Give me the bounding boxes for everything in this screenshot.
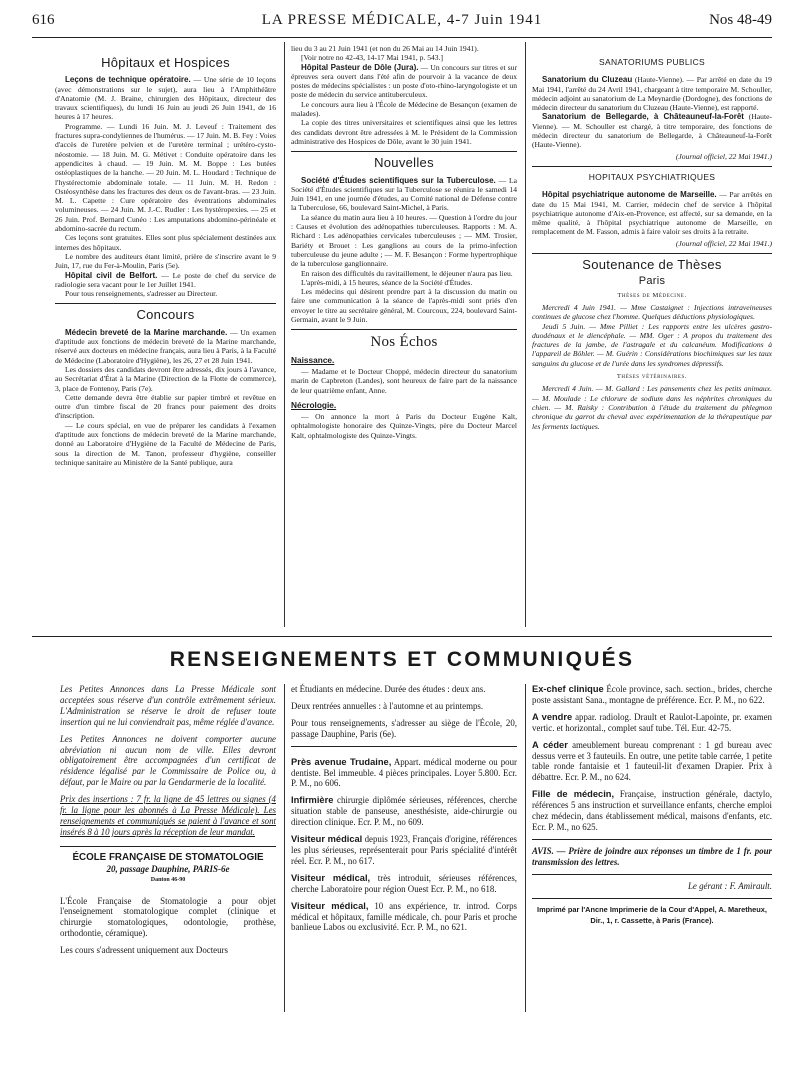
ad-item: A céder ameublement bureau comprenant : 1 gd bureau avec dessus verre et 3 fauteuils. En outre, une petite table carrée, 1 petite table ronde fantaisie et 1 fauteuil-lit d'examen Drapier. Prix à débattre. Ecr. P. M., no 624. (532, 739, 773, 783)
ecole-cours: Les cours s'adressent uniquement aux Docteurs (60, 945, 228, 956)
gratuites: Ces leçons sont gratuites. Elles sont plus spécialement destinées aux internes des hôpitaux. (55, 233, 276, 252)
ad-item: Fille de médecin, Française, instruction générale, dactylo, références 5 ans instruction et surveillance enfants, cherche emploi chez médecin, dans établissement médical, maisons d'enfants, etc. Ecr. P. M., no 625. (532, 789, 772, 832)
apres-midi: L'après-midi, à 15 heures, séance de la Société d'Études. (301, 277, 473, 287)
seance-matin: La séance du matin aura lieu à 10 heures. — Question à l'ordre du jour : Causes et évolution des adénopathies tuberculeuses. Rapports : M. A. Richard : Les adénopathies cervicales tuberculeuses ; — MM. Trosier, Bariéty et Brouet : Les ganglions au cours de la primo-infection tuberculeuse du jeune adulte ; — M. F. Besançon : Forme hypertrophique de la tuberculose ganglionnaire. (291, 212, 517, 269)
ad-item: Visiteur médical, 10 ans expérience, tr. introd. Corps médical et hôpitaux, famille médicale, ch. pour Paris et proche banlieue Labos ou exclusivité. Ecr. P. M., no 621. (291, 900, 517, 933)
raison: En raison des difficultés du ravitaillement, le déjeuner n'aura pas lieu. (301, 268, 513, 278)
societe-body: — La Société d'Études scientifiques sur la Tuberculose se réunira le samedi 14 Juin 1941, en une journée d'études, au Comité national de Défense contre la Tuberculose, 66, boulevard Saint-Michel, à Paris. (291, 175, 517, 213)
ad-item: Près avenue Trudaine, Appart. médical moderne ou pour dentiste. Bel immeuble. 4 pièces principales. Loyer 5.800. Ecr. P. M., no 606. (291, 756, 517, 789)
demande: Cette demande devra être établie sur papier timbré et revêtue en outre d'un timbre fiscal de 20 francs pour paiement des droits d'inscription. (55, 392, 276, 421)
auditeurs: Le nombre des auditeurs étant limité, prière de s'inscrire avant le 9 Juin, 17, rue du Fer-à-Moulin, Paris (5e). (55, 251, 276, 271)
medecins: Les médecins qui désirent prendre part à la discussion du matin ou faire une communication à la séance de l'après-midi sont priés d'en envoyer le titre au secrétaire général, M. Courcoux, 224, boulevard Saint-Germain, avant le 9 Juin. (291, 287, 517, 325)
marine-continued: lieu du 3 au 21 Juin 1941 (et non du 26 Mai au 14 Juin 1941). (291, 44, 479, 53)
column-divider (284, 42, 285, 627)
journal-title: LA PRESSE MÉDICALE, 4-7 Juin 1941 (261, 12, 543, 28)
bottom-column-3 (532, 684, 772, 932)
ad-item: Visiteur médical, très introduit, sérieuses références, cherche Laboratoire pour région Ouest Ecr. P. M., no 618. (291, 872, 517, 894)
page-header (32, 12, 772, 36)
belfort-title: Hôpital civil de Belfort. (65, 270, 158, 280)
separator (532, 874, 772, 875)
prix-insertions: Prix des insertions : 7 fr. la ligne de 45 lettres ou signes (4 fr. la ligne pour les abonnés à La Presse Médicale). Les renseignements et communiqués se paient à l'avance et sont insérés 8 à 10 jours après la réception de leur mandat. (60, 794, 276, 837)
these-mercredi-vet: Mercredi 4 Juin. — M. Gallard : Les pansements chez les petits animaux. — M. Moulade : Le chlorure de sodium dans les néphrites chroniques du chien. — M. Raisky : Contribution à l'étude du traitement du phlegmon chronique du garrot du cheval avec expérimentation de la thérapeutique par les ferments lactiques. (532, 384, 772, 431)
ecole-telephone: Danton 46-90 (150, 876, 186, 883)
dole-body: — Un concours sur titres et sur épreuves sera ouvert dans l'été afin de pourvoir à la vacance de deux postes de médecins spécialistes : un poste d'oto-rhino-laryngologiste et un poste de médecin du service antituberculeux. (291, 62, 518, 100)
column-1 (55, 54, 276, 467)
column-divider (525, 42, 526, 627)
programme: Programme. — Lundi 16 Juin. M. J. Leveuf : Traitement des fractures supra-condyliennes de l'humérus. — 17 Juin. M. B. Fey : Voies d'accès de l'uretère pelvien et de l'uretère terminal ; urétéro-cysto-néostomie. — 18 Juin. M. G. Métivet : Conduite opératoire dans les appendicites à chaud. — 19 Juin. M. M. Boppe : Les butées ostéoplastiques de la hanche. — 20 Juin. M. L. Houdard : Technique de l'hystérectomie abdominale totale. — 11 Juin. M. H. Redon : Ostéosynthèse dans les fractures des deux os de l'avant-bras. — 23 Juin. M. L. Capette : Cure opératoire des éventrations abdominales volumineuses. — 24 Juin. M. J.-C. Rudler : Les hystéropexies. — 25 et 26 Juin. Prof. Bernard Cunéo : Les amputations abdomino-périnéale et abdomino-sacrée du rectum. (55, 121, 276, 234)
journal-officiel-2: (Journal officiel, 22 Mai 1941.) (675, 238, 772, 248)
cluzeau-place: (Haute-Vienne). (634, 75, 684, 85)
ecole-rentrees: Deux rentrées annuelles : à l'automne et au printemps. (291, 700, 484, 711)
section-title-hopitaux: Hôpitaux et Hospices (101, 55, 230, 70)
marseille-body: — Par arrêtés en date du 15 Mai 1941, M. Carrier, médecin chef de service à l'hôpital psychiatrique autonome d'Aix-en-Provence, est affecté, sur sa demande, en la même qualité, à l'hôpital psychiatrique autonome de Marseille, en remplacement de M. Fasson, admis à faire valoir ses droits à la retraite. (532, 190, 772, 237)
societe-title: Société d'Études scientifiques sur la Tuberculose. (301, 175, 496, 185)
ecole-renseignements: Pour tous renseignements, s'adresser au siège de l'École, 20, passage Dauphine, Paris (6e). (291, 717, 517, 739)
paris-title: Paris (638, 275, 666, 288)
section-title-psychiatriques: HOPITAUX PSYCHIATRIQUES (588, 171, 716, 182)
ad-item: A vendre appar. radiolog. Drault et Raulot-Lapointe, pr. examen vertic. et horizontal., complet sauf tube. Tél. Eur. 42-75. (532, 711, 772, 733)
ecole-address: 20, passage Dauphine, PARIS-6e (106, 863, 230, 874)
necrologie-body: — On annonce la mort à Paris du Docteur Eugène Kalt, ophtalmologiste honoraire des Quinze-Vingts, père du Docteur Marcel Kalt, ophtalmologiste des Quinze-Vingts. (291, 412, 517, 440)
section-title-echos: Nos Échos (370, 334, 438, 351)
ecole-title: ÉCOLE FRANÇAISE DE STOMATOLOGIE (72, 851, 264, 863)
bottom-column-1 (60, 684, 276, 962)
separator (532, 166, 772, 167)
column-3 (532, 52, 772, 431)
lecons-title: Leçons de technique opératoire. (65, 75, 191, 85)
separator (291, 151, 517, 152)
lecons-body: — Une série de 10 leçons (avec démonstrations sur le sujet), aura lieu à l'Amphithéâtre d'Anatomie (M. J. Braine, chirurgien des Hôpitaux, directeur des travaux scientifiques), du lundi 16 Juin au jeudi 26 Juin 1941, de 16 heures à 17 heures. (55, 75, 277, 122)
ad-item: Infirmière chirurgie diplômée sérieuses, références, cherche situation stable de panseuse, anesthésiste, aide-chirurgie ou direction clinique. Ecr. P. M., no 609. (291, 795, 517, 828)
banner-rule (32, 636, 772, 637)
cours-special: — Le cours spécial, en vue de préparer les candidats à l'examen d'aptitude aux fonctions de médecin breveté de la Marine marchande, donné au Laboratoire d'Hygiène de la Faculté de Médecine de Paris, sous la direction de M. Tanon, professeur d'hygiène, conseiller technique sanitaire au Ministère de la Santé publique, aura (55, 420, 276, 467)
bottom-column-2 (291, 684, 517, 939)
ecole-body: L'École Française de Stomatologie a pour objet l'enseignement stomatologique complet (clinique et chirurgie stomatologiques, odontologie, prothèse, orthodontie, céramique). (60, 895, 276, 939)
gerant: Le gérant : F. Amirault. (688, 880, 772, 891)
necrologie-title: Nécrologie. (291, 399, 337, 410)
separator (291, 746, 517, 747)
issue-number: Nos 48-49 (709, 12, 772, 28)
these-mercredi: Mercredi 4 Juin 1941. — Mme Castaignet : Injections intraveineuses continues de glucose chez l'homme. Quelques déductions physiologiques. (532, 302, 772, 322)
ad-item: Visiteur médical depuis 1923, Français d'origine, références les plus sérieuses, représenterait pour Paris spécialité d'intérêt réel. Ecr. P. M., no 617. (291, 834, 518, 866)
separator (55, 303, 276, 304)
separator (291, 329, 517, 330)
avis: AVIS. — Prière de joindre aux réponses un timbre de 1 fr. pour transmission des lettres. (532, 845, 772, 867)
separator (60, 846, 276, 847)
bellegarde-title: Sanatorium de Bellegarde, à Châteauneuf-la-Forêt (542, 112, 744, 122)
ecole-continued: et Étudiants en médecine. Durée des études : deux ans. (291, 684, 486, 694)
dossiers: Les dossiers des candidats devront être adressés, dix jours à l'avance, au Secrétariat d'État à la Marine (Direction de la Flotte de commerce), 3, place de Fontenoy, Paris (7e). (55, 364, 276, 393)
section-title-nouvelles: Nouvelles (374, 155, 434, 171)
separator (532, 839, 772, 840)
page-number: 616 (32, 12, 55, 28)
separator (532, 898, 772, 899)
column-divider (525, 684, 526, 1012)
header-rule (32, 37, 772, 38)
marseille-title: Hôpital psychiatrique autonome de Marseille. (542, 190, 717, 200)
dole-copie: La copie des titres universitaires et scientifiques ainsi que les lettres des candidats devront être adressées à M. le Président de la Commission administrative des Hospices de Dôle, avant le 30 juin 1941. (291, 118, 517, 146)
belfort-body: — Le poste de chef du service de radiologie sera vacant pour le 1er Juillet 1941. (55, 270, 276, 289)
petites-annonces-2: Les Petites Annonces ne doivent comporter aucune abréviation ni aucun nom de ville. Elles devront obligatoirement être accompagnées d'un certificat de résidence légalisé par le Commissaire de Police ou, à défaut, par le Maire ou par la Gendarmerie de la localité. (60, 733, 276, 788)
bellegarde-body: — M. Schouller est chargé, à titre temporaire, des fonctions de médecin directeur du sanatorium de Bellegarde, à Châteauneuf-la-Forêt (Haute-Vienne). (532, 121, 772, 150)
ad-item: Ex-chef clinique École province, sach. section., brides, cherche poste assistant Sana., montagne de préférence. Ecr. P. M., no 622. (532, 684, 773, 705)
bellegarde-place: (Haute-Vienne). (532, 112, 772, 131)
column-2 (291, 44, 517, 440)
dole-title: Hôpital Pasteur de Dôle (Jura). (301, 62, 419, 72)
voir-note: [Voir notre no 42-43, 14-17 Mai 1941, p. 543.] (301, 53, 444, 63)
naissance-body: — Madame et le Docteur Choppé, médecin directeur du sanatorium marin de Capbreton (Landes), sont heureux de faire part de la naissance de leur quatrième enfant, Anne. (291, 366, 517, 395)
theses-medecine: Thèses de Médecine. (617, 291, 687, 299)
dole-lieu: Le concours aura lieu à l'École de Médecine de Besançon (examen de malades). (291, 99, 517, 119)
section-title-concours: Concours (136, 307, 195, 323)
section-banner: RENSEIGNEMENTS ET COMMUNIQUÉS (169, 648, 635, 671)
column-divider (284, 684, 285, 1012)
marine-title: Médecin breveté de la Marine marchande. (65, 327, 228, 337)
section-title-sanatoriums: SANATORIUMS PUBLICS (599, 57, 705, 67)
these-jeudi: Jeudi 5 Juin. — Mme Pilliet : Les rapports entre les ulcères gastro-duodénaux et le diencéphale. — MM. Oger : A propos du traitement des fractures de la jambe, de l'astragale et du calcanéum. Modifications à l'appareil de Böhler. — M. Guérin : Considérations biochimiques sur les taux sanguins du glucose et de l'urée dans les syndromes dépressifs. (532, 321, 772, 368)
naissance-title: Naissance. (291, 354, 335, 365)
separator (532, 253, 772, 254)
imprimeur: Imprimé par l'Ancne Imprimerie de la Cour d'Appel, A. Maretheux, Dir., 1, r. Cassette, à Paris (France). (537, 904, 767, 925)
marine-body: — Un examen d'aptitude aux fonctions de médecin breveté de la Marine marchande, réservé aux docteurs en médecine français, aura lieu à Paris, à la Faculté de Médecine (Laboratoire d'Hygiène), les 26, 27 et 28 Juin 1941. (55, 327, 276, 365)
journal-officiel-1: (Journal officiel, 22 Mai 1941.) (675, 151, 772, 161)
section-title-soutenance: Soutenance de Thèses (582, 257, 722, 273)
petites-annonces-1: Les Petites Annonces dans La Presse Médicale sont acceptées sous réserve d'un contrôle extrêmement sérieux. L'Administration se réserve le droit de refuser toute insertion qui ne lui conviendrait pas, même réglée d'avance. (60, 684, 276, 727)
cluzeau-title: Sanatorium du Cluzeau (542, 75, 633, 85)
renseignements: Pour tous renseignements, s'adresser au Directeur. (65, 289, 218, 299)
cluzeau-body: — Par arrêté en date du 19 Mai 1941, l'arrêté du 24 Avril 1941, chargeant à titre temporaire M. Schouller, médecin adjoint au sanatorium de La Meynardie (Dordogne), des fonctions de médecin directeur du sanatorium du Cluzeau (Haute-Vienne), est rapporté. (532, 75, 772, 113)
theses-veterinaires: Thèses vétérinaires. (616, 373, 688, 381)
